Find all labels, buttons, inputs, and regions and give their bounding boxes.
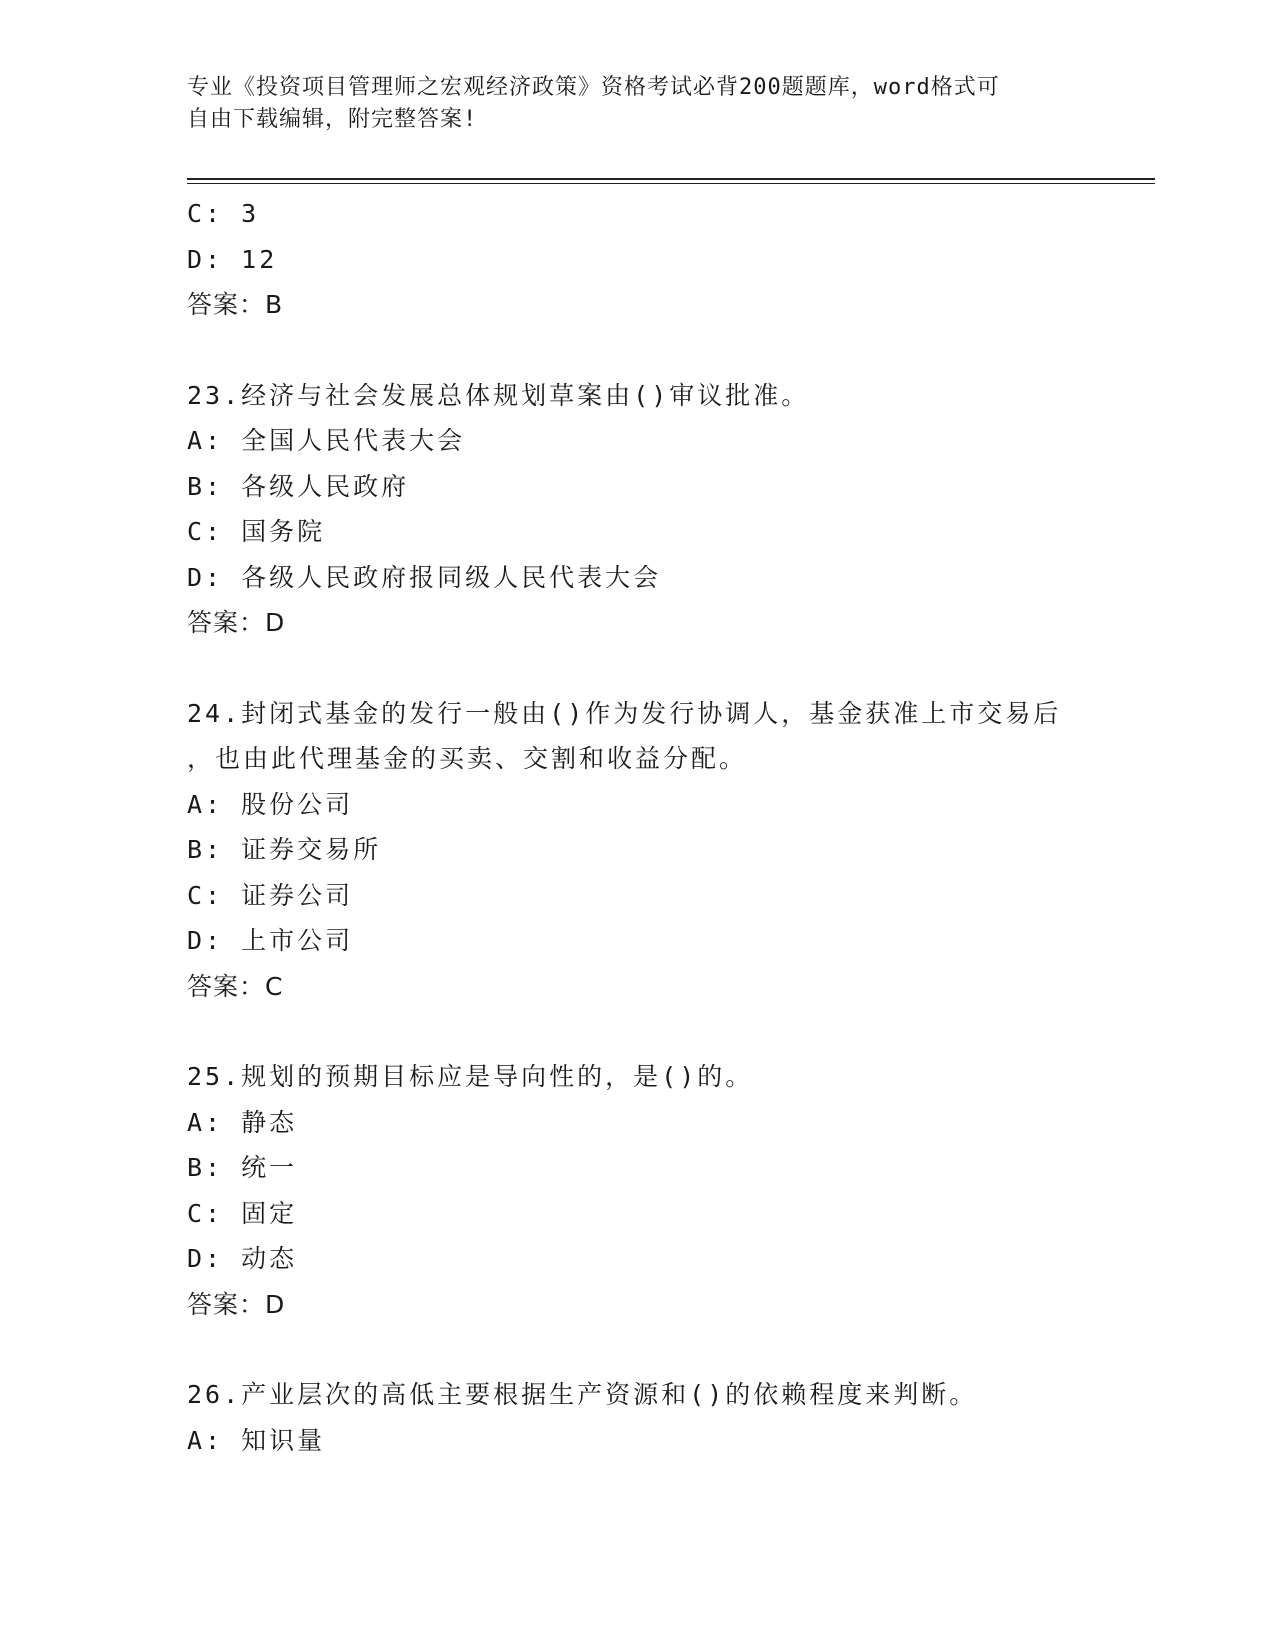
question-list bbox=[187, 191, 1087, 1463]
option-c: C: 3 bbox=[187, 199, 260, 228]
answer: 答案：D bbox=[187, 608, 286, 637]
answer: 答案：C bbox=[187, 971, 284, 1001]
question-26 bbox=[187, 1372, 1087, 1463]
option-a: A: 股份公司 bbox=[187, 789, 354, 819]
question-23 bbox=[187, 373, 1087, 646]
option-b: B: 统一 bbox=[187, 1153, 298, 1182]
question-24 bbox=[187, 691, 1087, 1010]
option-c: C: 证券公司 bbox=[187, 880, 354, 910]
option-a: A: 静态 bbox=[187, 1107, 298, 1137]
header-line-1: 专业《投资项目管理师之宏观经济政策》资格考试必背200题题库，word格式可 bbox=[187, 75, 1000, 100]
header-rule-thick bbox=[187, 178, 1155, 180]
answer: 答案：D bbox=[187, 1289, 286, 1319]
document-header bbox=[187, 72, 1087, 136]
option-c: C: 国务院 bbox=[187, 517, 326, 546]
option-d: D: 12 bbox=[187, 244, 278, 274]
option-d: D: 各级人民政府报同级人民代表大会 bbox=[187, 562, 662, 592]
option-b: B: 各级人民政府 bbox=[187, 471, 410, 501]
question-stem: 24.封闭式基金的发行一般由()作为发行协调人，基金获准上市交易后 bbox=[187, 698, 1062, 728]
answer: 答案：B bbox=[187, 290, 284, 319]
question-stem: 25.规划的预期目标应是导向性的，是()的。 bbox=[187, 1062, 754, 1091]
question-stem: 23.经济与社会发展总体规划草案由()审议批准。 bbox=[187, 380, 810, 410]
option-c: C: 固定 bbox=[187, 1198, 298, 1228]
option-a: A: 全国人民代表大会 bbox=[187, 426, 466, 455]
header-line-2: 自由下载编辑，附完整答案! bbox=[187, 107, 478, 132]
header-rule-thin bbox=[187, 183, 1155, 184]
question-stem: 26.产业层次的高低主要根据生产资源和()的依赖程度来判断。 bbox=[187, 1380, 978, 1409]
question-22-partial bbox=[187, 191, 1087, 328]
option-d: D: 动态 bbox=[187, 1244, 298, 1273]
option-a: A: 知识量 bbox=[187, 1425, 326, 1455]
option-b: B: 证券交易所 bbox=[187, 835, 382, 864]
question-25 bbox=[187, 1054, 1087, 1327]
option-d: D: 上市公司 bbox=[187, 926, 354, 955]
question-stem-continued: ，也由此代理基金的买卖、交割和收益分配。 bbox=[187, 744, 748, 773]
